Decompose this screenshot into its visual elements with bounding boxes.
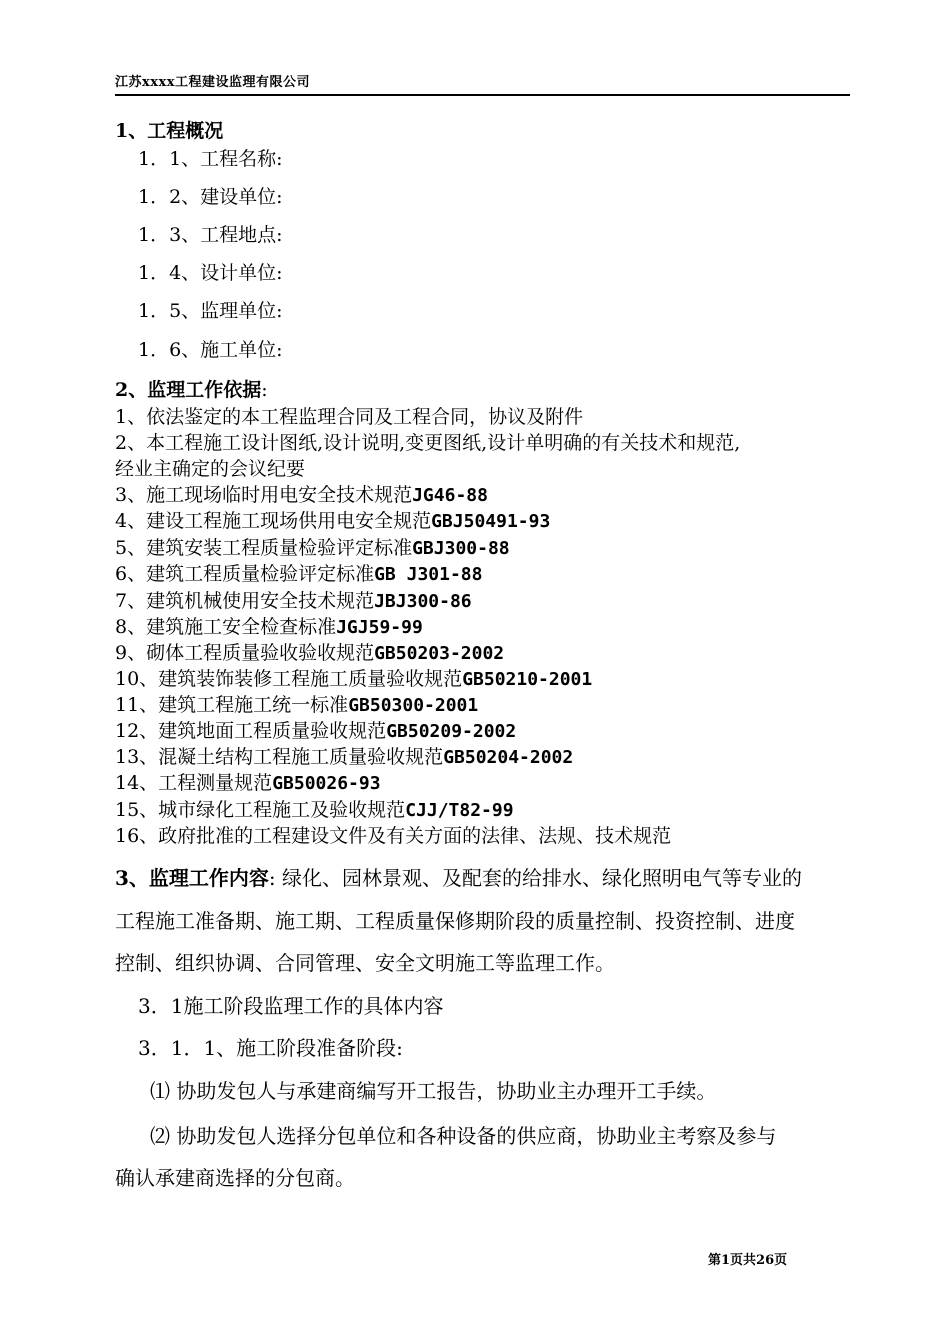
basis-text: 4、建设工程施工现场供用电安全规范 [115,510,432,532]
basis-item [115,484,488,507]
section1-item: 1．4、设计单位: [138,262,283,284]
basis-text: 5、建筑安装工程质量检验评定标准 [115,537,413,559]
basis-code: GB50209-2002 [386,721,517,742]
basis-text: 16、政府批准的工程建设文件及有关方面的法律、法规、技术规范 [115,825,672,847]
section3-item1: ⑴ 协助发包人与承建商编写开工报告，协助业主办理开工手续。 [150,1079,717,1103]
basis-code: JGJ59-99 [336,617,423,638]
section3-title: 3、监理工作内容 [115,866,269,890]
basis-text: 2、本工程施工设计图纸,设计说明,变更图纸,设计单明确的有关技术和规范, [115,432,741,454]
section1-item: 1．5、监理单位: [138,300,283,322]
section3-item2-cont: 确认承建商选择的分包商。 [115,1166,355,1190]
basis-code: GB50203-2002 [374,643,505,664]
basis-code: JG46-88 [412,485,488,506]
basis-item [115,616,423,639]
basis-item [115,746,573,769]
basis-item [115,799,514,822]
basis-code: GB50210-2001 [462,669,593,690]
section1-item: 1．2、建设单位: [138,186,283,208]
section3-line2: 工程施工准备期、施工期、工程质量保修期阶段的质量控制、投资控制、进度 [115,909,795,933]
section3-sub2: 3．1．1、施工阶段准备阶段: [138,1036,403,1060]
basis-text: 6、建筑工程质量检验评定标准 [115,563,375,585]
section3-item2: ⑵ 协助发包人选择分包单位和各种设备的供应商，协助业主考察及参与 [150,1124,777,1148]
basis-code: JBJ300-86 [374,591,472,612]
basis-item [115,510,550,533]
basis-text: 13、混凝土结构工程施工质量验收规范 [115,746,444,768]
page-footer [708,1249,787,1268]
section1-item: 1．3、工程地点: [138,224,283,246]
section1-item: 1．1、工程名称: [138,148,283,170]
basis-text: 9、砌体工程质量验收验收规范 [115,642,375,664]
basis-item [115,432,740,454]
basis-code: CJJ/T82-99 [405,800,514,821]
basis-code: GB50204-2002 [443,747,574,768]
section1-title: 1、工程概况 [115,120,224,142]
basis-code: GB J301-88 [374,564,483,585]
page-header [115,71,850,96]
basis-item [115,772,381,795]
basis-text: 8、建筑施工安全检查标准 [115,616,337,638]
basis-text: 10、建筑装饰装修工程施工质量验收规范 [115,668,463,690]
basis-code: GB50026-93 [272,773,381,794]
page-number: 第1页共26页 [708,1253,788,1268]
basis-text: 11、建筑工程施工统一标准 [115,694,349,716]
basis-item [115,537,510,560]
basis-text: 15、城市绿化工程施工及验收规范 [115,799,406,821]
section3-line1 [115,866,802,890]
basis-item [115,590,472,613]
section3-text: : 绿化、园林景观、及配套的给排水、绿化照明电气等专业的 [268,866,803,890]
basis-item [115,458,305,480]
basis-item [115,642,504,665]
basis-code: GBJ50491-93 [431,511,551,532]
basis-text: 14、工程测量规范 [115,772,273,794]
basis-item [115,694,478,717]
section3-sub1: 3．1施工阶段监理工作的具体内容 [138,994,444,1018]
company-name: 江苏xxxx工程建设监理有限公司 [115,75,311,90]
basis-text: 1、依法鉴定的本工程监理合同及工程合同，协议及附件 [115,406,584,428]
section2-colon: : [261,379,268,401]
basis-item [115,825,671,847]
basis-code: GB50300-2001 [348,695,479,716]
basis-code: GBJ300-88 [412,538,510,559]
basis-text: 经业主确定的会议纪要 [115,458,306,480]
section2-heading [115,379,268,401]
basis-text: 12、建筑地面工程质量验收规范 [115,720,387,742]
basis-item [115,406,583,428]
basis-text: 3、施工现场临时用电安全技术规范 [115,484,413,506]
basis-text: 7、建筑机械使用安全技术规范 [115,590,375,612]
section1-item: 1．6、施工单位: [138,339,283,361]
basis-item [115,720,516,743]
basis-item [115,668,592,691]
section2-title: 2、监理工作依据 [115,379,262,401]
section3-line3: 控制、组织协调、合同管理、安全文明施工等监理工作。 [115,951,615,975]
basis-item [115,563,482,586]
